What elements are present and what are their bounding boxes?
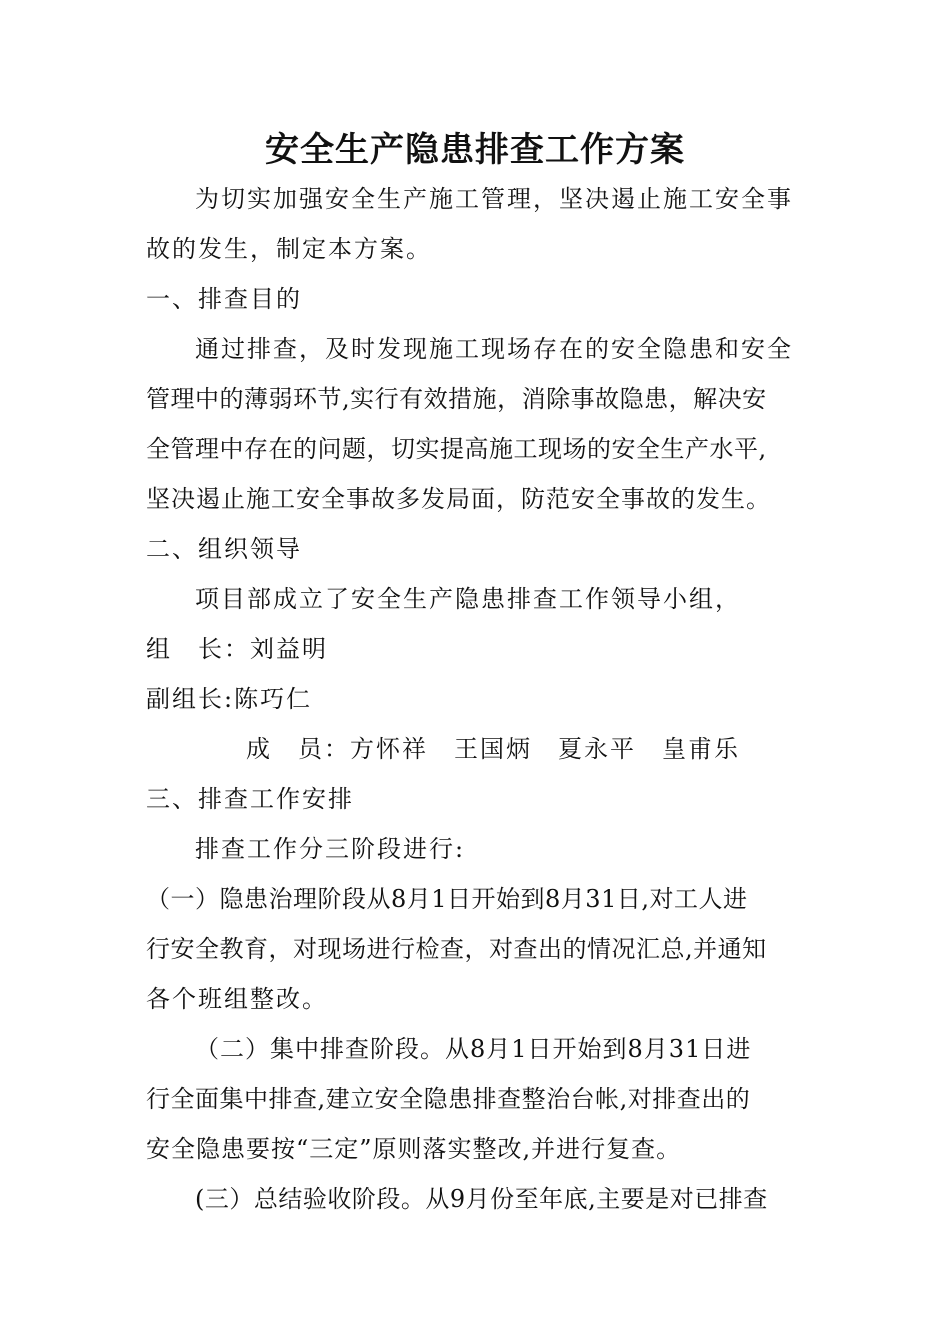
- paragraph-line: 通过排查，及时发现施工现场存在的安全隐患和安全: [195, 335, 793, 363]
- deputy-leader-line: 副组长:陈巧仁: [146, 685, 313, 713]
- section-heading: 三、排查工作安排: [146, 785, 354, 813]
- paragraph-line: （一）隐患治理阶段从8月1日开始到8月31日,对工人进: [146, 885, 748, 913]
- section-heading: 一、排查目的: [146, 285, 302, 313]
- paragraph-line: 行安全教育，对现场进行检查，对查出的情况汇总,并通知: [146, 935, 767, 963]
- paragraph-line: 全管理中存在的问题，切实提高施工现场的安全生产水平,: [146, 435, 767, 463]
- section-heading: 二、组织领导: [146, 535, 302, 563]
- paragraph-line: 排查工作分三阶段进行:: [195, 835, 466, 863]
- team-leader-line: 组 长：刘益明: [146, 635, 328, 663]
- paragraph-line: 行全面集中排查,建立安全隐患排查整治台帐,对排查出的: [146, 1085, 751, 1113]
- paragraph-line: (三）总结验收阶段。从9月份至年底,主要是对已排查: [195, 1185, 768, 1213]
- paragraph-line: 安全隐患要按“三定”原则落实整改,并进行复查。: [146, 1135, 682, 1163]
- paragraph-line: 故的发生，制定本方案。: [146, 235, 432, 263]
- paragraph-line: 各个班组整改。: [146, 985, 328, 1013]
- paragraph-line: 为切实加强安全生产施工管理，坚决遏止施工安全事: [195, 185, 793, 213]
- document-title: 安全生产隐患排查工作方案: [265, 130, 685, 170]
- paragraph-line: 项目部成立了安全生产隐患排查工作领导小组，: [195, 585, 741, 613]
- paragraph-line: （二）集中排查阶段。从8月1日开始到8月31日进: [195, 1035, 752, 1063]
- paragraph-line: 坚决遏止施工安全事故多发局面，防范安全事故的发生。: [146, 485, 771, 513]
- members-line: 成 员：方怀祥 王国炳 夏永平 皇甫乐: [246, 735, 740, 763]
- paragraph-line: 管理中的薄弱环节,实行有效措施，消除事故隐患，解决安: [146, 385, 767, 413]
